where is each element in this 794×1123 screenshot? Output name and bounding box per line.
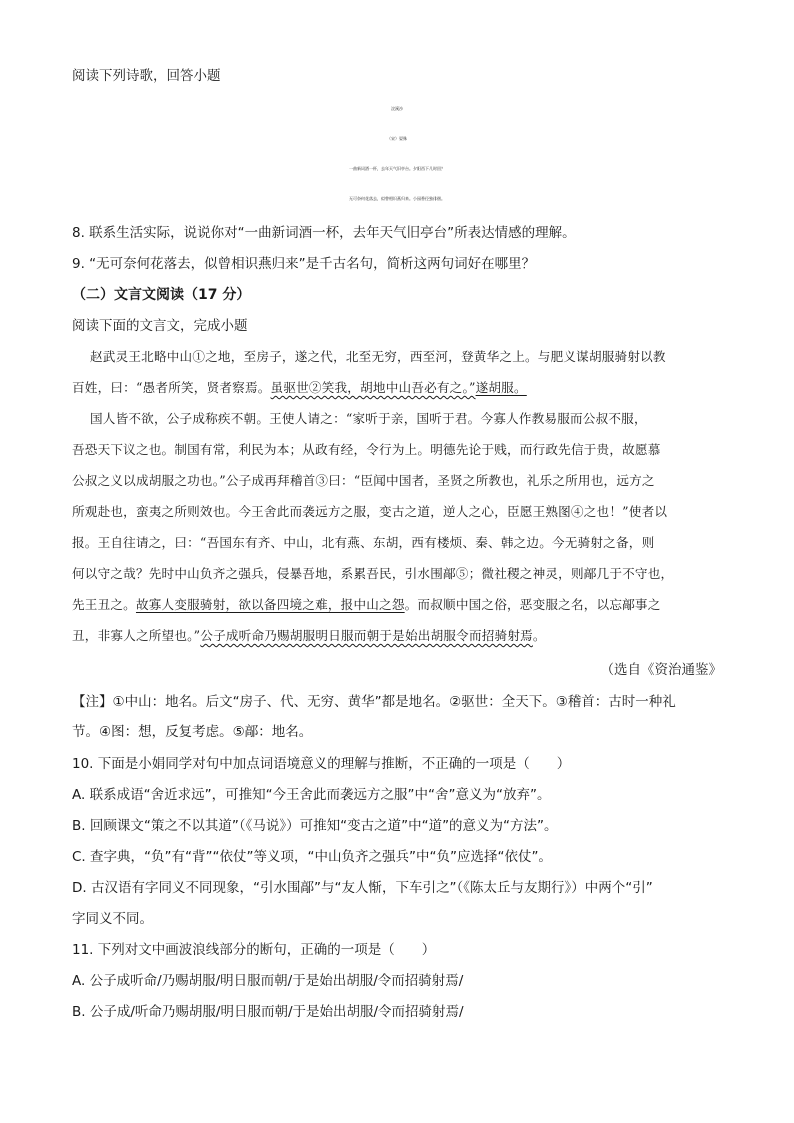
underlined-text: 故寡人变服骑射，欲以备四境之难，报中山之怨 bbox=[135, 597, 405, 612]
option-b: B. 回顾课文“策之不以其道”（《马说》）可推知“变古之道”中“道”的意义为“方法”。 bbox=[72, 818, 558, 834]
passage-line: 何以守之哉？先时中山负齐之强兵，侵暴吾地，系累吾民，引水围鄗⑤；微社稷之神灵，则鄗几于不守也， bbox=[72, 566, 674, 581]
poem-instruction: 阅读下列诗歌，回答小题 bbox=[72, 68, 221, 84]
poem-author: （宋）晏殊 bbox=[387, 136, 407, 141]
passage-line: 报。王自往请之，曰：“吾国东有齐、中山，北有燕、东胡，西有楼烦、秦、韩之边。今无骑射之备，则 bbox=[72, 535, 655, 550]
wavy-underlined-text: 虽驱世②笑我，胡地中山吾必有之。” bbox=[270, 380, 476, 395]
section-heading: （二）文言文阅读（17 分） bbox=[72, 287, 251, 303]
passage-line: 赵武灵王北略中山①之地，至房子，遂之代，北至无穷，西至河，登黄华之上。与肥义谋胡服骑射以教 bbox=[90, 349, 666, 364]
option-d: D. 古汉语有字同义不同现象，“引水围鄗”与“友人惭，下车引之”（《陈太丘与友期行》）中两个“引” bbox=[72, 880, 653, 896]
question-11: 11. 下列对文中画波浪线部分的断句，正确的一项是（ ） bbox=[72, 942, 436, 958]
option-a: A. 公子成听命/乃赐胡服/明日服而朝/于是始出胡服/令而招骑射焉/ bbox=[72, 973, 464, 989]
passage-line: 吾恐天下议之也。制国有常，利民为本；从政有经，令行为上。明德先论于贱，而行政先信于贵，故愿慕 bbox=[72, 442, 661, 457]
option-b: B. 公子成/听命乃赐胡服/明日服而朝/于是始出胡服/令而招骑射焉/ bbox=[72, 1004, 464, 1020]
option-c: C. 查字典，“负”有“背”“依仗”等义项，“中山负齐之强兵”中“负”应选择“依仗”。 bbox=[72, 849, 552, 865]
passage-text: 丑，非寡人之所望也。” bbox=[72, 628, 201, 643]
poem-title: 浣溪沙 bbox=[391, 106, 403, 111]
passage-line: 公叔之义以成胡服之功也。”公子成再拜稽首③曰：“臣闻中国者，圣贤之所教也，礼乐之所用也，远方之 bbox=[72, 473, 655, 488]
passage-line bbox=[72, 626, 546, 646]
classical-instruction: 阅读下面的文言文，完成小题 bbox=[72, 318, 248, 334]
poem-line-1: 一曲新词酒一杯，去年天气旧亭台。夕阳西下几时回？ bbox=[349, 166, 445, 171]
passage-text: 。而叔顺中国之俗，恶变服之名，以忘鄗事之 bbox=[404, 597, 661, 612]
passage-line: 所观赴也，蛮夷之所则效也。今王舍此而袭远方之服，变古之道，逆人之心，臣愿王熟图④之也！”使者以 bbox=[72, 504, 668, 519]
passage-line: 国人皆不欲，公子成称疾不朝。王使人请之：“家听于亲，国听于君。今寡人作教易服而公叔不服， bbox=[90, 411, 647, 426]
notes-line: 【注】①中山：地名。后文“房子、代、无穷、黄华”都是地名。②驱世：全天下。③稽首：古时一种礼 bbox=[72, 694, 676, 710]
underlined-text: 遂胡服。 bbox=[475, 380, 527, 395]
question-9: 9. “无可奈何花落去，似曾相识燕归来”是千古名句，简析这两句词好在哪里？ bbox=[72, 256, 536, 272]
passage-text: 百姓，曰：“愚者所笑，贤者察焉。 bbox=[72, 380, 271, 395]
poem-line-2: 无可奈何花落去，似曾相识燕归来。小园香径独徘徊。 bbox=[349, 196, 445, 201]
notes-line: 节。④图：想，反复考虑。⑤鄗：地名。 bbox=[72, 724, 313, 740]
option-d-continued: 字同义不同。 bbox=[72, 911, 153, 927]
question-10: 10. 下面是小娟同学对句中加点词语境意义的理解与推断，不正确的一项是（ ） bbox=[72, 756, 571, 772]
passage-text: 先王丑之。 bbox=[72, 597, 136, 612]
wavy-underlined-text: 公子成听命乃赐胡服明日服而朝于是始出胡服令而招骑射焉 bbox=[200, 628, 533, 643]
question-8: 8. 联系生活实际，说说你对“一曲新词酒一杯，去年天气旧亭台”所表达情感的理解。 bbox=[72, 225, 576, 241]
option-a: A. 联系成语“舍近求远”，可推知“今王舍此而袭远方之服”中“舍”意义为“放弃”。 bbox=[72, 787, 551, 803]
passage-source: （选自《资治通鉴》 bbox=[600, 662, 722, 678]
passage-line bbox=[72, 595, 661, 615]
passage-text: 。 bbox=[532, 628, 546, 643]
passage-line bbox=[72, 378, 527, 398]
